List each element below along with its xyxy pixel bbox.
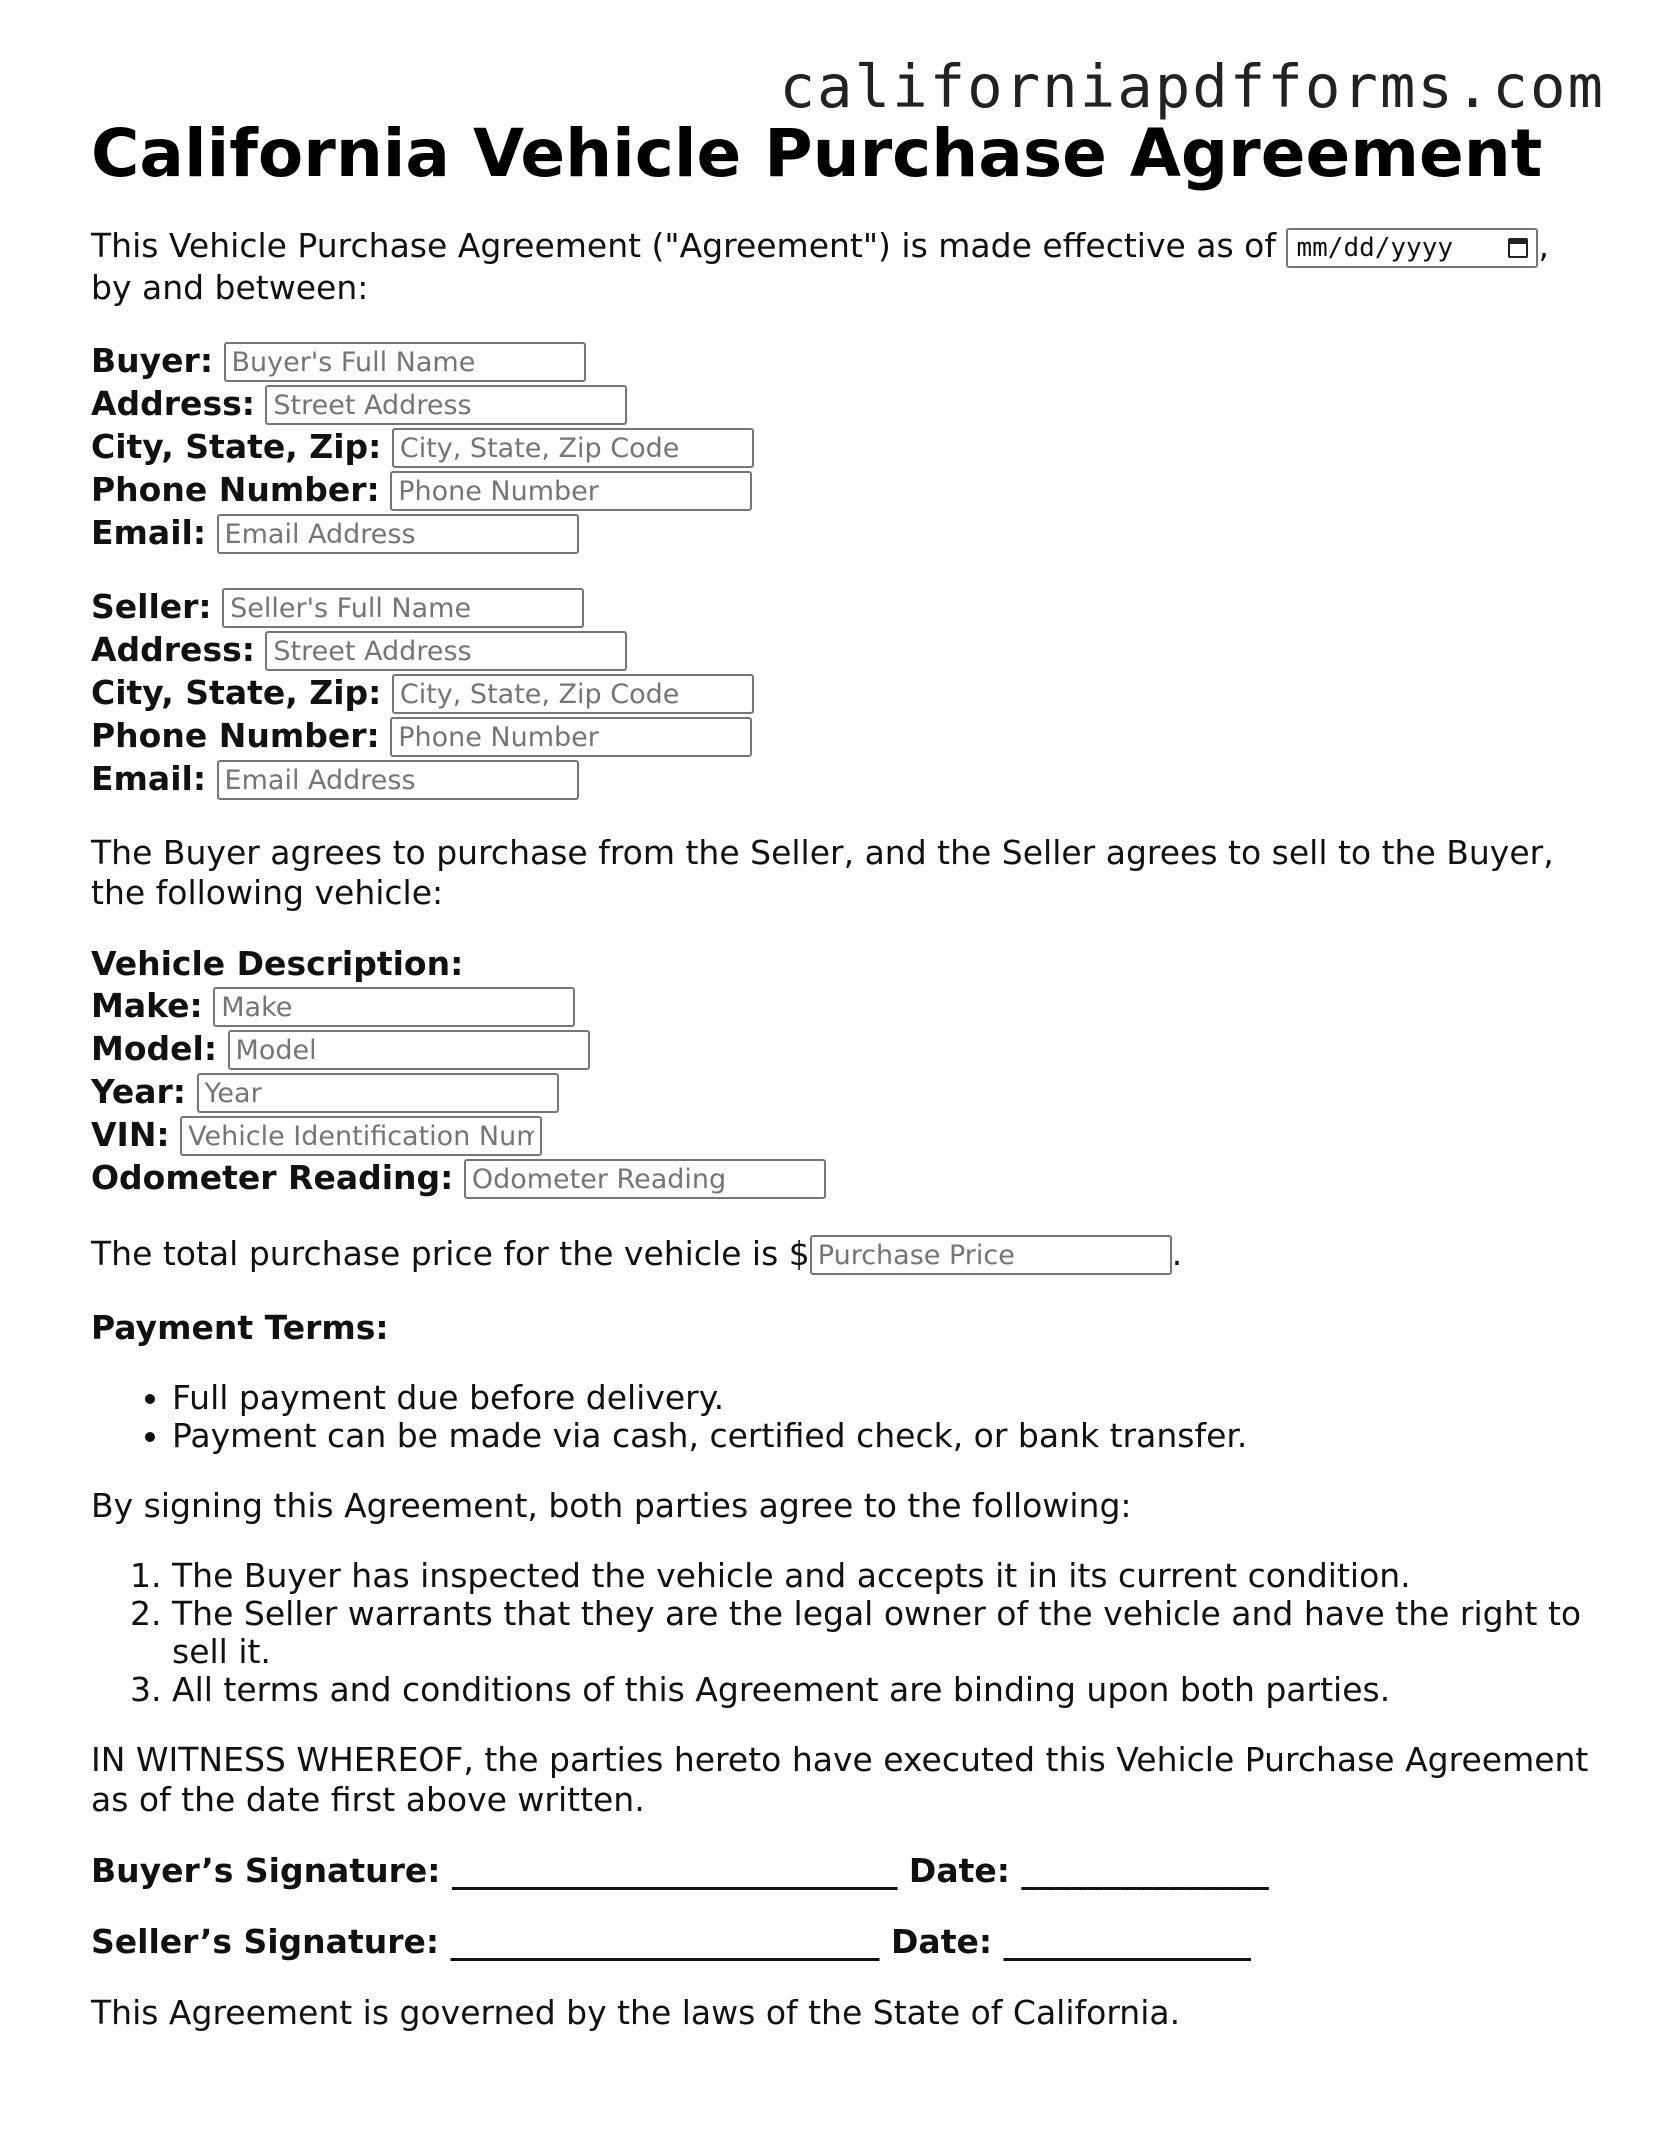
seller-name-input[interactable] [222,588,584,628]
intro-paragraph [91,226,1591,308]
intro-comma: , [1538,226,1549,265]
agree-paragraph: The Buyer agrees to purchase from the Seller, and the Seller agrees to sell to the Buyer, the following vehicle: [91,832,1554,912]
intro-line2: by and between: [91,267,369,307]
watermark: californiapdfforms.com [779,52,1605,121]
odometer-input[interactable] [464,1159,826,1199]
model-input[interactable] [228,1030,590,1070]
vin-input[interactable] [180,1116,542,1156]
make-label: Make: [91,985,203,1025]
payment-terms-list [91,1379,1591,1455]
vehicle-section [91,944,1591,1199]
seller-signature-line: Seller’s Signature: __________________________ Date: _______________ [91,1921,1252,1961]
price-period: . [1171,1233,1183,1273]
seller-name-label: Seller: [91,586,212,626]
seller-phone-label: Phone Number: [91,715,380,755]
intro-text: This Vehicle Purchase Agreement ("Agreement") is made effective as of [91,226,1287,265]
list-item: • Full payment due before delivery. [172,1379,1591,1417]
buyer-city-input[interactable] [392,428,754,468]
list-item: 3. All terms and conditions of this Agreement are binding upon both parties. [172,1671,1591,1709]
seller-city-label: City, State, Zip: [91,672,382,712]
buyer-address-label: Address: [91,383,255,423]
buyer-email-input[interactable] [217,514,579,554]
agreement-document [91,112,1591,2033]
calendar-icon[interactable] [1508,238,1528,258]
vehicle-heading: Vehicle Description: [91,943,464,983]
seller-email-label: Email: [91,758,207,798]
buyer-phone-input[interactable] [390,471,752,511]
page-title: California Vehicle Purchase Agreement [91,115,1543,192]
buyer-city-label: City, State, Zip: [91,426,382,466]
list-item: 1. The Buyer has inspected the vehicle and accepts it in its current condition. [172,1557,1591,1595]
buyer-name-label: Buyer: [91,340,214,380]
effective-date-input[interactable] [1286,228,1538,268]
model-label: Model: [91,1028,218,1068]
buyer-section [91,339,1591,554]
year-label: Year: [91,1071,186,1111]
purchase-price-input[interactable] [810,1235,1172,1275]
price-line [91,1232,1591,1275]
terms-intro: By signing this Agreement, both parties agree to the following: [91,1485,1132,1525]
seller-section [91,585,1591,800]
seller-email-input[interactable] [217,760,579,800]
seller-city-input[interactable] [392,674,754,714]
seller-address-input[interactable] [265,631,627,671]
price-text: The total purchase price for the vehicle is $ [91,1233,810,1273]
date-format-text: mm/dd/yyyy [1296,232,1454,263]
witness-paragraph: IN WITNESS WHEREOF, the parties hereto have executed this Vehicle Purchase Agreement as of the date first above written. [91,1739,1589,1819]
year-input[interactable] [197,1073,559,1113]
terms-list [91,1557,1591,1709]
buyer-name-input[interactable] [224,342,586,382]
buyer-address-input[interactable] [265,385,627,425]
payment-heading: Payment Terms: [91,1307,389,1347]
buyer-phone-label: Phone Number: [91,469,380,509]
list-item: 2. The Seller warrants that they are the legal owner of the vehicle and have the right to sell it. [172,1595,1591,1671]
vin-label: VIN: [91,1114,170,1154]
seller-address-label: Address: [91,629,255,669]
governing-law: This Agreement is governed by the laws of the State of California. [91,1992,1181,2032]
seller-phone-input[interactable] [390,717,752,757]
list-item: • Payment can be made via cash, certified check, or bank transfer. [172,1417,1591,1455]
buyer-signature-line: Buyer’s Signature: ___________________________ Date: _______________ [91,1850,1269,1890]
buyer-email-label: Email: [91,512,207,552]
make-input[interactable] [213,987,575,1027]
odometer-label: Odometer Reading: [91,1157,454,1197]
